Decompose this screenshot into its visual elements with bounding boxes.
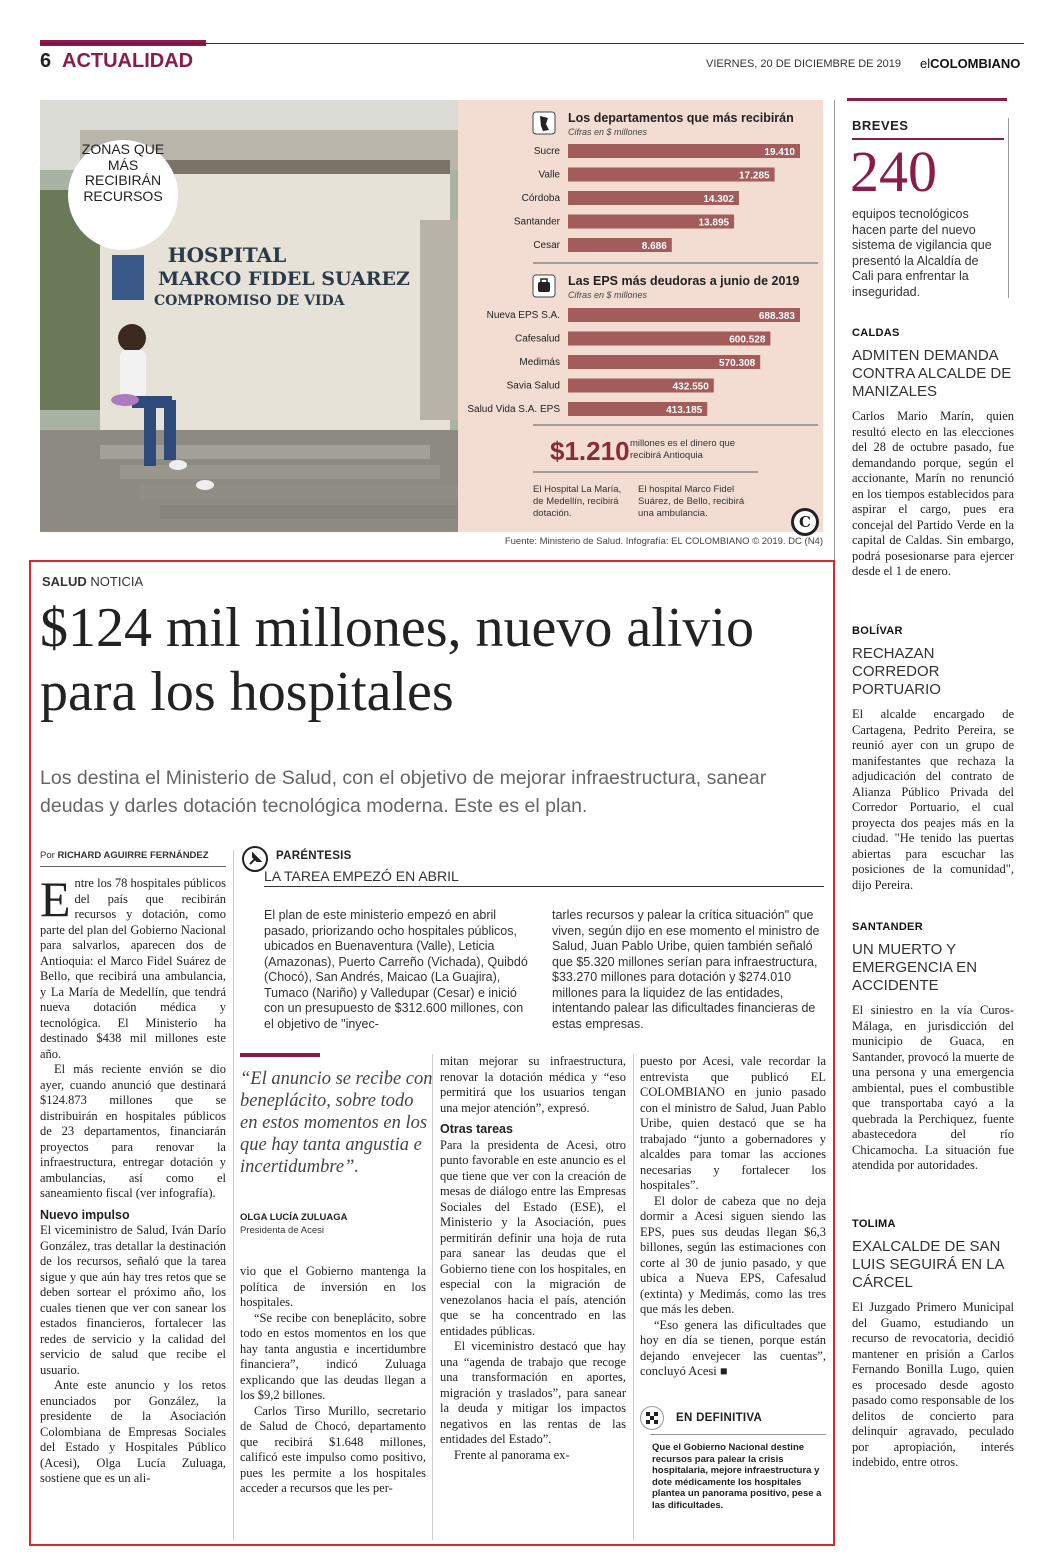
brief-title: UN MUERTO Y EMERGENCIA EN ACCIDENTE — [852, 941, 978, 994]
bar-value-label: 600.528 — [729, 334, 766, 346]
brief-region: SANTANDER — [852, 921, 923, 933]
hospital-photo — [40, 100, 458, 532]
bar-value-label: 14.302 — [703, 194, 734, 205]
sign-line-3: COMPROMISO DE VIDA — [154, 293, 345, 309]
paragraph: “Se recibe con beneplácito, sobre todo en estos momentos en los que hay tanta angustia e incertidumbre financiera”, indicó Zuluaga explicando que las deudas llegan a los $9,2 billones. — [240, 1310, 426, 1402]
article-column-1 — [40, 871, 226, 1487]
column-rule — [233, 850, 234, 1540]
byline — [40, 850, 209, 861]
paragraph: Ante este anuncio y los retos enunciados por González, la presidente de la Asociación Colombiana de Empresas Sociales del Estado y Hospitales Público (Acesi), Olga Lucía Zuluaga, sostiene que es un ali- — [40, 1378, 226, 1485]
bar-value-label: 688.383 — [758, 311, 795, 322]
paragraph: El más reciente envión se dio ayer, cuando anunció que destinará $124.873 millones que se distribuirán en hospitales públicos de 23 departamentos, financiarán proyectos para renovar la infraestructura, entregar dotación y ambulancias, así como el saneamiento fiscal (ver infografía). — [40, 1062, 226, 1200]
brief-region: BOLÍVAR — [852, 625, 903, 637]
bar-category-label: Cafesalud — [514, 333, 560, 345]
bar-value-label: 432.550 — [672, 381, 709, 393]
sign-line-1: HOSPITAL — [167, 243, 287, 267]
infographic-source: Fuente: Ministerio de Salud. Infografía: EL COLOMBIANO © 2019. DC (N4) — [504, 536, 823, 547]
paragraph: vio que el Gobierno mantenga la política de inversión en los hospitales. — [240, 1264, 426, 1309]
chart2-subtitle: Cifras en $ millones — [568, 290, 648, 300]
paragraph: Frente al panorama ex- — [454, 1447, 570, 1462]
quote-role: Presidenta de Acesi — [240, 1225, 324, 1236]
bar-category-label: Valle — [538, 169, 560, 181]
bar-value-label: 413.185 — [666, 405, 703, 416]
breves-label: BREVES — [852, 118, 909, 133]
quote-accent — [240, 1053, 320, 1057]
infographic-charts — [458, 100, 823, 532]
breves-big-text: equipos tecnológicos hacen parte del nuevo sistema de vigilancia que presentó la Alcaldía de Cali para enfrentar la inseguridad. — [852, 207, 992, 299]
issue-date: VIERNES, 20 DE DICIEMBRE DE 2019 — [706, 58, 902, 70]
brief-body: Carlos Mario Marín, quien resultó electo en las elecciones del 28 de octubre pasado, fue demandando porque, según el accionante, Marín no renunció en los tiempos establecidos para aspirar el cargo, pues era concejal del Partido Verde en la capital de Caldas. Sin embargo, podrá posesionarse para ejercer desde el 1 de enero. — [852, 409, 1014, 578]
paragraph: El dolor de cabeza que no deja dormir a Acesi siguen siendo las EPS, pues sus deudas llegan $6,3 billones, según las estimaciones con corte al 30 de junio pasado, y que ubica a Nueva EPS, Cafesalud (extinta) y Medimás, como las tres que más les deben. — [640, 1193, 826, 1316]
drop-cap: E — [40, 871, 71, 927]
column-rule — [633, 1054, 634, 1540]
bar-category-label: Savia Salud — [506, 380, 560, 392]
paragraph: mitan mejorar su infraestructura, renovar la dotación médica y “eso permitirá que los usuarios tengan una mejor atención”, expresó. — [440, 1054, 626, 1115]
kicker-type: NOTICIA — [86, 574, 144, 589]
infographic-panel — [458, 100, 823, 532]
column-rule — [432, 1054, 433, 1540]
brief-title: EXALCALDE DE SAN LUIS SEGUIRÁ EN LA CÁRCEL — [852, 1238, 1004, 1291]
paragraph: El viceministro de Salud, Iván Darío González, tras detallar la destinación de los recursos, señaló que la tarea sigue y que aún hay tres retos que se deben sortear el próximo año, los cuales tienen que ver con sanear los estados financieros, fortalecer las redes de servicio y la calidad del servicio de salud que recibe el usuario. — [40, 1223, 226, 1377]
page-number: 6 — [40, 50, 52, 72]
brief-bolivar — [852, 625, 1014, 893]
bar-category-label: Salud Vida S.A. EPS — [467, 404, 560, 415]
chart1-subtitle: Cifras en $ millones — [568, 127, 648, 137]
pull-quote: “El anuncio se recibe con beneplácito, sobre todo en estos momentos en los que hay tanta angustia e incertidumbre”. — [240, 1069, 433, 1177]
bar-value-label: 8.686 — [641, 241, 667, 252]
paragraph: puesto por Acesi, vale recordar la entrevista que publicó EL COLOMBIANO en junio pasado con el ministro de Salud, Juan Pablo Uribe, quien destacó que se ha trabajado “junto a gobernadores y alcaldes para tomar las acciones necesarias y fortalecer los hospitales”. — [640, 1054, 826, 1192]
antioquia-amount-text: millones es el dinero que recibirá Antioquia — [630, 438, 736, 461]
checker-icon — [640, 1406, 664, 1430]
photo-overlay-label: ZONAS QUE MÁS RECIBIRÁN RECURSOS — [81, 141, 165, 204]
brief-region: CALDAS — [852, 327, 900, 339]
en-definitiva-label: EN DEFINITIVA — [676, 1412, 763, 1424]
breves-side-rule — [1008, 118, 1009, 298]
subheading: Otras tareas — [440, 1122, 513, 1136]
kicker-topic: SALUD — [42, 574, 87, 589]
byline-author: RICHARD AGUIRRE FERNÁNDEZ — [57, 850, 209, 861]
bar-category-label: Córdoba — [521, 193, 560, 204]
paragraph: Carlos Tirso Murillo, secretario de Salud de Chocó, departamento que recibirá $1.648 millones, calificó este impulso como positivo, pues les permite a los hospitales acceder a recursos que les per- — [240, 1403, 426, 1495]
article-column-2 — [240, 1264, 426, 1497]
note-marco-fidel: El hospital Marco Fidel Suárez, de Bello, recibirá una ambulancia. — [638, 484, 745, 519]
parentesis-box — [264, 850, 824, 1031]
byline-rule — [40, 866, 226, 867]
brief-title: ADMITEN DEMANDA CONTRA ALCALDE DE MANIZALES — [852, 347, 1012, 400]
bar-category-label: Nueva EPS S.A. — [486, 310, 560, 321]
breves-big-number: 240 — [850, 139, 937, 204]
antioquia-amount: $1.210 — [550, 436, 630, 466]
quote-author: OLGA LUCÍA ZULUAGA — [240, 1212, 348, 1223]
parentesis-label: PARÉNTESIS — [276, 850, 352, 862]
brief-region: TOLIMA — [852, 1218, 896, 1230]
note-la-maria: El Hospital La María, de Medellín, recibirá dotación. — [533, 484, 622, 519]
bar-category-label: Cesar — [533, 240, 560, 251]
breves-accent — [847, 98, 1007, 101]
en-definitiva-rule — [650, 1434, 826, 1435]
byline-prefix: Por — [40, 850, 55, 861]
brief-caldas — [852, 327, 1014, 580]
bar-category-label: Santander — [513, 216, 560, 228]
brief-body: El Juzgado Primero Municipal del Guamo, estudiando un recurso de revocatoria, decidió mantener en prisión a Carlos Fernando Bonilla Lugo, quien es procesado desde agosto pasado como responsable de los delitos de concierto para delinquir agravado, peculado por apropiación, interés indebido, entre otros. — [852, 1300, 1014, 1469]
bar-value-label: 19.410 — [764, 147, 795, 158]
brief-santander — [852, 921, 1014, 1174]
bar-category-label: Medimás — [519, 357, 560, 368]
bar-category-label: Sucre — [533, 146, 560, 157]
brief-tolima — [852, 1218, 1014, 1471]
en-definitiva-box — [640, 1406, 826, 1540]
paragraph: “Eso genera las dificultades que hoy en día se tienen, porque están dejando envejecer las cuentas”, concluyó Acesi ■ — [640, 1317, 826, 1378]
header-rule — [40, 43, 1024, 44]
article-dek: Los destina el Ministerio de Salud, con el objetivo de mejorar infraestructura, sanear deudas y darles dotación tecnológica moderna. Este es el plan. — [40, 767, 767, 817]
chart2-title: Las EPS más deudoras a junio de 2019 — [568, 274, 800, 288]
article-kicker — [42, 574, 143, 589]
section-title: ACTUALIDAD — [62, 50, 194, 72]
paragraph: Para la presidenta de Acesi, otro punto favorable en este anuncio es el que tiene que ver con la creación de mesas de diálogo entre las Empresas Sociales del Estado (ESE), el Ministerio y la Asociación, pues permitirán definir una hoja de ruta para sanear las deudas que el Gobierno tiene con los hospitales, en especial con la migración de venezolanos hacia el país, atención que se ha concentrado en las entidades públicas. — [440, 1137, 626, 1338]
parentesis-column-2: tarles recursos y palear la crítica situación" que viven, según dijo en ese momento el ministro de Salud, Juan Pablo Uribe, quien también señaló que $5.320 millones serían para infraestructura, $33.270 millones para dotación y $274.010 millones para la liquidez de las entidades, intentando palear las dificultades financieras de estas empresas. — [552, 908, 820, 1031]
sign-line-2: MARCO FIDEL SUAREZ — [158, 268, 410, 290]
parentesis-column-1: El plan de este ministerio empezó en abril pasado, priorizando ocho hospitales públicos, ubicados en Buenaventura (Valle), Leticia (Amazonas), Puerto Carreño (Vichada), Quibdó (Chocó), San Andrés, Maicao (La Guajira), Tumaco (Nariño) y Valledupar (Cesar) e inició con un presupuesto de $312.600 millones, con el objetivo de "inyec- — [264, 908, 528, 1031]
logo-main: COLOMBIANO — [930, 56, 1021, 71]
paragraph: ntre los 78 hospitales públicos del país que recibirán recursos y dotación, como parte del plan del Gobierno Nacional para salvarlos, aparecen dos de Antioquia: el Marco Fidel Suárez de Bello, que recibirá una ambulancia, y La María de Medellín, que tendrá nueva dotación médica y tecnológica. El Ministerio ha destinado $438 mil millones este año. — [40, 876, 226, 1061]
subheading: Nuevo impulso — [40, 1207, 130, 1222]
article-headline: $124 mil millones, nuevo alivio para los hospitales — [40, 597, 754, 723]
en-definitiva-text: Que el Gobierno Nacional destine recursos para palear la crisis hospitalaria, mejore infraestructura y dote médicamente los hospitales plantea un panorama positivo, pese a las dificultades. — [652, 1442, 822, 1511]
brief-body: El alcalde encargado de Cartagena, Pedrito Pereira, se reunió ayer con un grupo de manifestantes que rechaza la adjudicación del contrato de Alianza Público Privada del Corredor Portuario, el cual proyecta dos peajes más en la ciudad. "He tenido las puertas abiertas para escuchar las posiciones de la comunidad", dijo Pereira. — [852, 707, 1014, 892]
el-colombiano-mark-icon: C — [791, 508, 819, 536]
chart1-title: Los departamentos que más recibirán — [568, 111, 794, 125]
brief-title: RECHAZAN CORREDOR PORTUARIO — [852, 645, 941, 698]
parentesis-title: LA TAREA EMPEZÓ EN ABRIL — [264, 868, 824, 887]
bar-value-label: 13.895 — [698, 217, 730, 229]
paragraph: El viceministro destacó que hay una “agenda de trabajo que recoge una transformación en aportes, migración y traslados”, para sanear la deuda y mitigar los impactos negativos en las rentas de las entidades del Estado”. — [440, 1339, 626, 1446]
bar-value-label: 17.285 — [739, 170, 770, 182]
newspaper-logo — [920, 56, 1020, 71]
brief-body: El siniestro en la vía Curos-Málaga, en jurisdicción del municipio de Guaca, en Santander, provocó la muerte de una persona y una emergencia ambiental, pues el combustible que transportaba cayó a la quebrada la Perchiquez, fuente abastecedora del río Chicamocha. La situación fue atendida por autoridades. — [852, 1003, 1014, 1172]
article-column-3 — [440, 1054, 626, 1463]
bar-value-label: 570.308 — [719, 358, 756, 369]
article-column-4 — [640, 1054, 826, 1380]
logo-prefix: el — [920, 56, 931, 71]
